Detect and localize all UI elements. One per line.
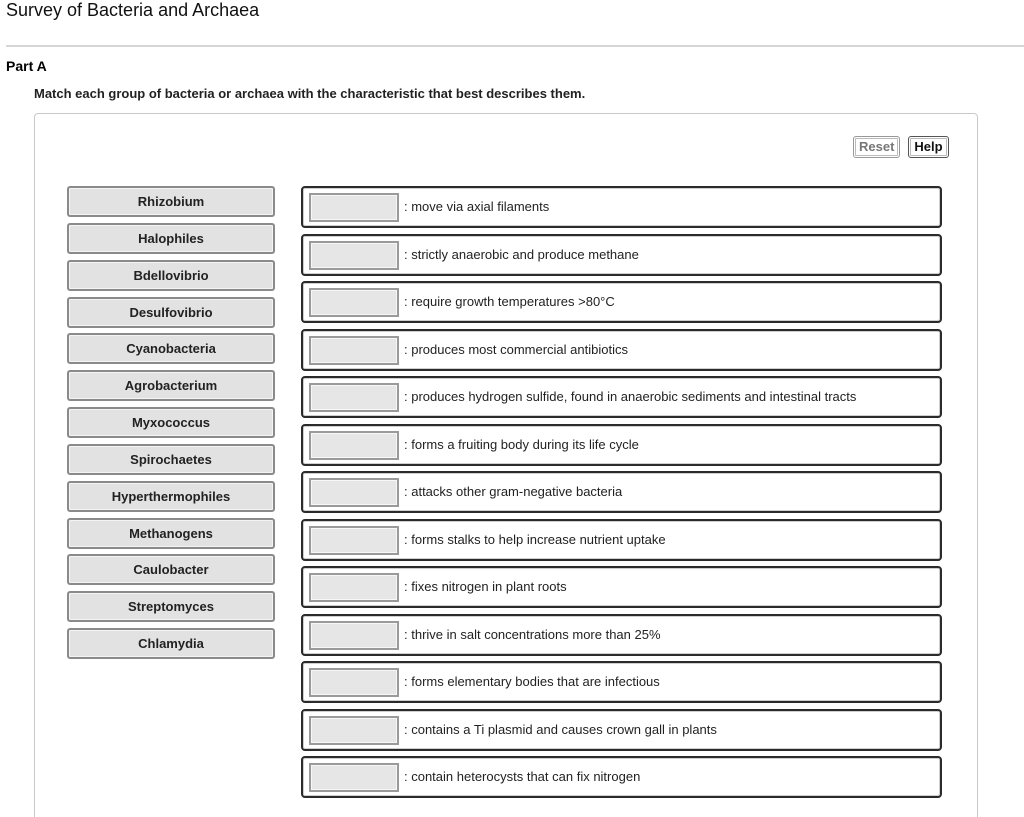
drop-zone[interactable] [309,763,399,792]
target-row [301,424,942,466]
drag-label-hyperthermophiles[interactable]: Hyperthermophiles [67,481,275,512]
target-description: : require growth temperatures >80°C [404,294,615,309]
target-description: : contains a Ti plasmid and causes crown gall in plants [404,721,717,737]
drag-label-methanogens[interactable]: Methanogens [67,518,275,549]
drop-zone[interactable] [309,193,399,222]
target-row [301,281,942,323]
target-description: : produces most commercial antibiotics [404,341,628,357]
help-button[interactable]: Help [908,136,949,158]
drag-label-agrobacterium[interactable]: Agrobacterium [67,370,275,401]
drop-zone[interactable] [309,383,399,412]
target-description: : fixes nitrogen in plant roots [404,579,567,594]
target-description: : forms a fruiting body during its life cycle [404,436,639,452]
target-description: : move via axial filaments [404,199,550,214]
target-description: : contain heterocysts that can fix nitrogen [404,769,641,784]
title-divider [6,45,1024,47]
target-description: : thrive in salt concentrations more than 25% [404,626,661,642]
drag-label-halophiles[interactable]: Halophiles [67,223,275,254]
target-row [301,186,942,228]
target-row [301,376,942,418]
drop-zone[interactable] [309,288,399,317]
target-row [301,471,942,513]
target-row [301,614,942,656]
target-row [301,519,942,561]
target-row [301,756,942,798]
drag-label-streptomyces[interactable]: Streptomyces [67,591,275,622]
part-label: Part A [6,58,47,74]
drag-label-cyanobacteria[interactable]: Cyanobacteria [67,333,275,364]
drag-label-rhizobium[interactable]: Rhizobium [67,186,275,217]
drag-label-desulfovibrio[interactable]: Desulfovibrio [67,297,275,328]
target-row [301,234,942,276]
target-description: : forms elementary bodies that are infectious [404,674,660,689]
drop-zone[interactable] [309,241,399,270]
target-description: : produces hydrogen sulfide, found in anaerobic sediments and intestinal tracts [404,389,857,404]
label-bank [67,186,275,665]
target-row [301,329,942,371]
target-description: : strictly anaerobic and produce methane [404,246,639,262]
reset-button[interactable]: Reset [853,136,900,158]
page-title: Survey of Bacteria and Archaea [6,0,260,20]
drag-label-chlamydia[interactable]: Chlamydia [67,628,275,659]
drop-zone[interactable] [309,716,399,745]
drop-zone[interactable] [309,336,399,365]
drop-zone[interactable] [309,621,399,650]
drop-zone[interactable] [309,431,399,460]
drag-label-bdellovibrio[interactable]: Bdellovibrio [67,260,275,291]
drop-zone[interactable] [309,526,399,555]
target-description: : forms stalks to help increase nutrient uptake [404,531,666,547]
target-row [301,709,942,751]
target-list [301,186,942,804]
instructions: Match each group of bacteria or archaea with the characteristic that best describes them. [34,86,586,101]
drop-zone[interactable] [309,668,399,697]
target-row [301,661,942,703]
drop-zone[interactable] [309,478,399,507]
drag-label-spirochaetes[interactable]: Spirochaetes [67,444,275,475]
drag-label-caulobacter[interactable]: Caulobacter [67,554,275,585]
drop-zone[interactable] [309,573,399,602]
drag-label-myxococcus[interactable]: Myxococcus [67,407,275,438]
target-row [301,566,942,608]
target-description: : attacks other gram-negative bacteria [404,484,623,499]
